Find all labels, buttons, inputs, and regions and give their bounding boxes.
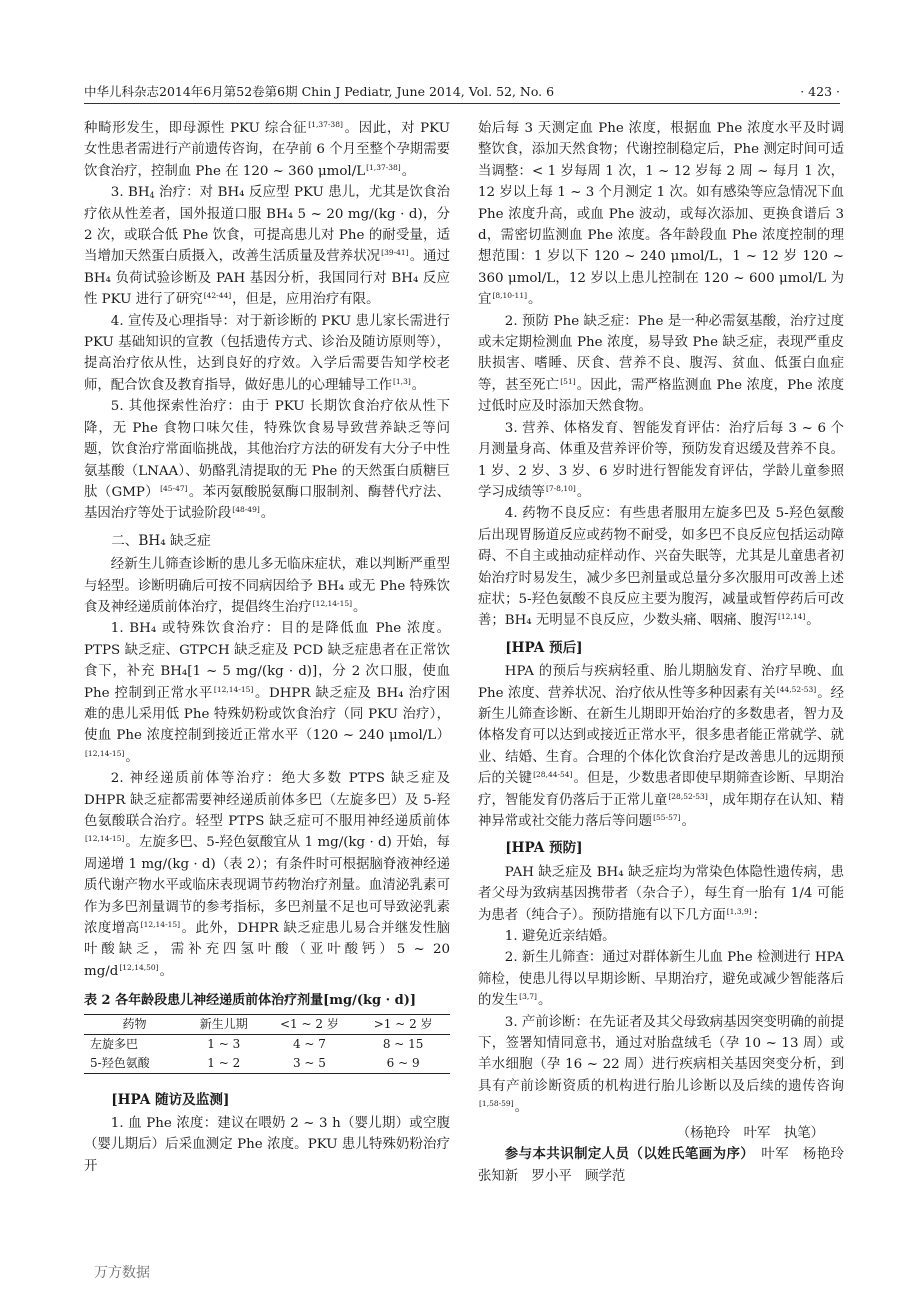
paragraph: 2. 预防 Phe 缺乏症：Phe 是一种必需氨基酸，治疗过度或未定期检测血 Phe 浓度，易导致 Phe 缺乏症，表现严重皮肤损害、嗜睡、厌食、营养不良、腹泻、贫血、低蛋白血症等，甚至死亡[51]。因此，需严格监测血 Phe 浓度，Phe 浓度过低时应及时添加天然食物。 <box>478 313 844 415</box>
paragraph: HPA 的预后与疾病轻重、胎儿期脑发育、治疗早晚、血 Phe 浓度、营养状况、治疗依从性等多种因素有关[44,52-53]。经新生儿筛查诊断、在新生儿期即开始治疗的多数患者，智力及体格发育可以达到或接近正常水平，很多患者能正常就学、就业、结婚、生育。合理的个体化饮食治疗是改善患儿的远期预后的关键[28,44-54]。但是，少数患者即使早期筛查诊断、早期治疗，智能发育仍落后于正常儿童[28,52-53]，成年期存在认知、精神异常或社交能力落后等问题[55-57]。 <box>478 664 845 829</box>
table-header-cell: 新生儿期 <box>185 1014 263 1034</box>
table-title: 表 2 各年龄段患儿神经递质前体治疗剂量[mg/(kg · d)] <box>84 993 417 1009</box>
paragraph: 4. 宣传及心理指导：对于新诊断的 PKU 患儿家长需进行 PKU 基础知识的宣教（包括遗传方式、诊治及随访原则等），提高治疗依从性，达到良好的疗效。入学后需要告知学校老师，配合饮食及教育指导，做好患儿的心理辅导工作[1,3]。 <box>84 313 450 393</box>
running-header <box>84 82 840 102</box>
section-heading: [HPA 预后] <box>505 639 583 656</box>
watermark-footer: 万方数据 <box>94 1265 150 1281</box>
paragraph: 2. 新生儿筛查：通过对群体新生儿血 Phe 检测进行 HPA 筛检，使患儿得以早期诊断、早期治疗，避免或减少智能落后的发生[3,7]。 <box>478 950 844 1009</box>
paragraph: 1. BH₄ 或特殊饮食治疗：目的是降低血 Phe 浓度。PTPS 缺乏症、GTPCH 缺乏症及 PCD 缺乏症患者在正常饮食下，补充 BH₄[1 ~ 5 mg/(kg · d)]，分 2 次口服，使血 Phe 控制到正常水平[12,14-15]。DHPR 缺乏症及 BH₄ 治疗困难的患儿采用低 Phe 特殊奶粉或饮食治疗（同 PKU 治疗），使血 Phe 浓度控制到接近正常水平（120 ~ 240 μmol/L）[12,14-15]。 <box>84 621 450 765</box>
journal-citation: 中华儿科杂志2014年6月第52卷第6期 Chin J Pediatr, June 2014, Vol. 52, No. 6 <box>84 84 555 99</box>
table-cell: 1 ~ 3 <box>207 1036 241 1051</box>
author-credit: （杨艳玲 叶军 执笔） <box>676 1125 824 1141</box>
paragraph: 2. 神经递质前体等治疗：绝大多数 PTPS 缺乏症及 DHPR 缺乏症都需要神经递质前体多巴（左旋多巴）及 5-羟色氨酸联合治疗。轻型 PTPS 缺乏症可不服用神经递质前体[12,14-15]。左旋多巴、5-羟色氨酸宜从 1 mg/(kg · d) 开始，每周递增 1 mg/(kg · d)（表 2）；有条件时可根据脑脊液神经递质代谢产物水平或临床表现调节药物治疗剂量。血清泌乳素可作为多巴剂量调节的参考指标，多巴剂量不足也可导致泌乳素浓度增高[12,14-15]。此外，DHPR 缺乏症患儿易合并继发性脑叶酸缺乏，需补充四氢叶酸（亚叶酸钙）5 ~ 20 mg/d[12,14,50]。 <box>84 771 451 979</box>
paragraph: PAH 缺乏症及 BH₄ 缺乏症均为常染色体隐性遗传病，患者父母为致病基因携带者（杂合子），每生育一胎有 1/4 可能为患者（纯合子）。预防措施有以下几方面[1,3,9]： <box>478 864 844 923</box>
table-row <box>84 1034 450 1054</box>
page-number: · 423 · <box>800 84 840 99</box>
paragraph: 1. 避免近亲结婚。 <box>504 929 616 945</box>
header-rule <box>84 103 840 104</box>
table-cell: 1 ~ 2 <box>207 1055 241 1070</box>
table-cell: 3 ~ 5 <box>292 1055 326 1070</box>
section-heading: [HPA 预防] <box>505 840 583 857</box>
section-heading: [HPA 随访及监测] <box>111 1091 230 1108</box>
table-cell: 6 ~ 9 <box>386 1055 420 1070</box>
dose-table <box>84 1014 450 1074</box>
paragraph: 3. $BH_4$ 治疗：对 BH₄ 反应型 PKU 患儿，尤其是饮食治疗依从性差者，国外报道口服 BH₄ 5 ~ 20 mg/(kg · d)，分 2 次，或联合低 Phe 饮食，可提高患儿对 Phe 的耐受量，适当增加天然蛋白质摄入，改善生活质量及营养状况[39-41]。通过 BH₄ 负荷试验诊断及 PAH 基因分析，我国同行对 BH₄ 反应性 PKU 进行了研究[42-44]，但是，应用治疗有限。 <box>84 185 451 308</box>
paragraph: 4. 药物不良反应：有些患者服用左旋多巴及 5-羟色氨酸后出现胃肠道反应或药物不耐受，如多巴不良反应包括运动障碍、不自主或抽动症样动作、兴奋失眠等，尤其是儿童患者初始治疗时易发生，减少多巴剂量或总量分多次服用可改善上述症状；5-羟色氨酸不良反应主要为腹泻，减量或暂停药后可改善；BH₄ 无明显不良反应，少数头痛、咽痛、腹泻[12,14]。 <box>478 506 844 629</box>
section-heading: 二、BH₄ 缺乏症 <box>111 532 211 549</box>
paragraph: 3. 营养、体格发育、智能发育评估：治疗后每 3 ~ 6 个月测量身高、体重及营养评价等，预防发育迟缓及营养不良。1 岁、2 岁、3 岁、6 岁时进行智能发育评估，学龄儿童参照学习成绩等[7-8,10]。 <box>478 420 844 500</box>
paragraph: 5. 其他探索性治疗：由于 PKU 长期饮食治疗依从性下降，无 Phe 食物口味欠佳，特殊饮食易导致营养缺乏等问题，饮食治疗常面临挑战，其他治疗方法的研发有大分子中性氨基酸（LNAA）、奶酪乳清提取的无 Phe 的天然蛋白质糖巨肽（GMP）[45-47]。苯丙氨酸脱氨酶口服制剂、酶替代疗法、基因治疗等处于试验阶段[48-49]。 <box>84 399 451 522</box>
table-cell: 8 ~ 15 <box>382 1036 424 1051</box>
table-header-row <box>84 1014 450 1034</box>
table-header-cell: <1 ~ 2 岁 <box>263 1014 357 1034</box>
paragraph: 种畸形发生，即母源性 PKU 综合征[1,37-38]。因此，对 PKU 女性患者需进行产前遗传咨询，在孕前 6 个月至整个孕期需要饮食治疗，控制血 Phe 在 120 ~ 360 μmol/L[1,37-38]。 <box>84 120 450 179</box>
table-header-cell: 药物 <box>84 1014 185 1034</box>
table-header-cell: >1 ~ 2 岁 <box>356 1014 450 1034</box>
table-cell: 4 ~ 7 <box>292 1036 326 1051</box>
table-cell: 左旋多巴 <box>90 1036 139 1051</box>
contributors: 参与本共识制定人员（以姓氏笔画为序） 叶军 杨艳玲 张知新 罗小平 顾学范 <box>478 1146 858 1184</box>
left-column <box>84 118 450 1177</box>
right-column <box>478 118 858 1187</box>
paragraph: 经新生儿筛查诊断的患儿多无临床症状，难以判断严重型与轻型。诊断明确后可按不同病因给予 BH₄ 或无 Phe 特殊饮食及神经递质前体治疗，提倡终生治疗[12,14-15]。 <box>84 557 450 615</box>
paragraph: 1. 血 Phe 浓度：建议在喂奶 2 ~ 3 h（婴儿期）或空腹（婴儿期后）后采血测定 Phe 浓度。PKU 患儿特殊奶粉治疗开 <box>84 1116 450 1174</box>
paragraph: 3. 产前诊断：在先证者及其父母致病基因突变明确的前提下，签署知情同意书，通过对胎盘绒毛（孕 10 ~ 13 周）或羊水细胞（孕 16 ~ 22 周）进行疾病相关基因突变分析，到具有产前诊断资质的机构进行胎儿诊断以及后续的遗传咨询[1,58-59]。 <box>478 1014 844 1116</box>
table-cell: 5-羟色氨酸 <box>90 1055 150 1070</box>
paragraph: 始后每 3 天测定血 Phe 浓度，根据血 Phe 浓度水平及时调整饮食，添加天然食物；代谢控制稳定后，Phe 测定时间可适当调整：< 1 岁每周 1 次，1 ~ 12 岁每 2 周 ~ 每月 1 次，12 岁以上每 1 ~ 3 个月测定 1 次。如有感染等应急情况下血 Phe 浓度升高，或血 Phe 波动，或每次添加、更换食谱后 3 d，需密切监测血 Phe 浓度。各年龄段血 Phe 浓度控制的理想范围：1 岁以下 120 ~ 240 μmol/L，1 ~ 12 岁 120 ~ 360 μmol/L，12 岁以上患儿控制在 120 ~ 600 μmol/L 为宜[8,10-11]。 <box>478 121 844 308</box>
table-row <box>84 1054 450 1074</box>
